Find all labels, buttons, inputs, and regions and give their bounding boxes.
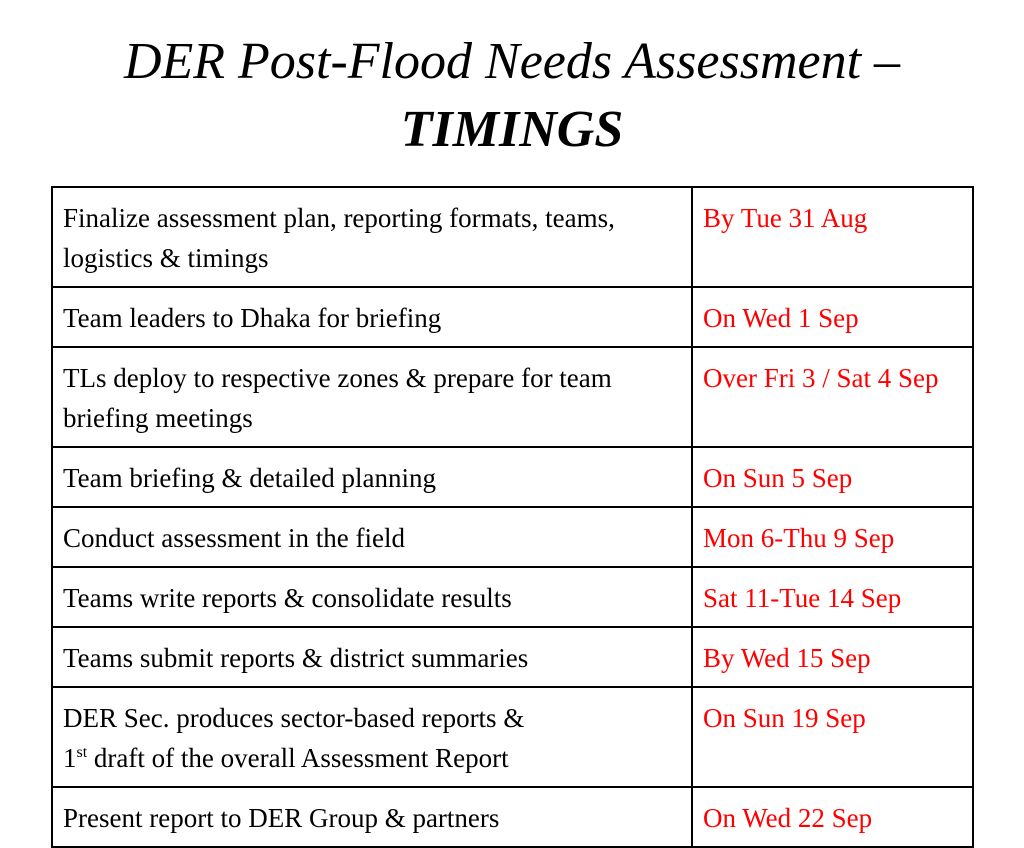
timing-cell: On Sun 5 Sep xyxy=(692,447,973,507)
timing-cell: On Wed 22 Sep xyxy=(692,787,973,847)
table-row xyxy=(52,287,973,347)
task-cell: Present report to DER Group & partners xyxy=(52,787,692,847)
title-line-2: TIMINGS xyxy=(400,101,624,158)
task-cell xyxy=(52,687,692,787)
timing-cell: By Wed 15 Sep xyxy=(692,627,973,687)
table-row xyxy=(52,187,973,287)
task-cell: Teams write reports & consolidate results xyxy=(52,567,692,627)
table-row xyxy=(52,787,973,847)
timing-cell: Over Fri 3 / Sat 4 Sep xyxy=(692,347,973,447)
task-cell: Team briefing & detailed planning xyxy=(52,447,692,507)
task-text-part: DER Sec. produces sector-based reports & xyxy=(63,703,525,733)
task-cell: Teams submit reports & district summaries xyxy=(52,627,692,687)
task-cell: Finalize assessment plan, reporting formats, teams, logistics & timings xyxy=(52,187,692,287)
task-text-part: draft of the overall Assessment Report xyxy=(87,743,509,773)
timing-cell: By Tue 31 Aug xyxy=(692,187,973,287)
table-row xyxy=(52,687,973,787)
table-row xyxy=(52,627,973,687)
table-row xyxy=(52,347,973,447)
title-line-1: DER Post-Flood Needs Assessment – xyxy=(123,33,901,90)
ordinal-suffix: st xyxy=(76,744,88,761)
timing-cell: Sat 11-Tue 14 Sep xyxy=(692,567,973,627)
table-row xyxy=(52,447,973,507)
timings-table xyxy=(51,186,974,848)
table-row xyxy=(52,567,973,627)
slide-title xyxy=(0,28,1024,164)
task-cell: Team leaders to Dhaka for briefing xyxy=(52,287,692,347)
timing-cell: On Wed 1 Sep xyxy=(692,287,973,347)
table-row xyxy=(52,507,973,567)
timing-cell: Mon 6-Thu 9 Sep xyxy=(692,507,973,567)
timing-cell: On Sun 19 Sep xyxy=(692,687,973,787)
task-cell: Conduct assessment in the field xyxy=(52,507,692,567)
task-cell: TLs deploy to respective zones & prepare for team briefing meetings xyxy=(52,347,692,447)
task-text-part: 1 xyxy=(63,743,77,773)
